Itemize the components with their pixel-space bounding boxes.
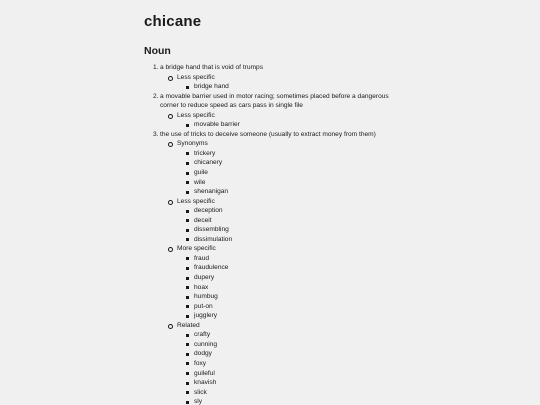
relation-group-list [160, 139, 524, 405]
relation-group-label: Less specific [177, 197, 215, 205]
related-word-list [177, 149, 524, 197]
related-word-list [177, 82, 524, 92]
relation-group [160, 73, 524, 92]
relation-group [160, 139, 524, 196]
related-word[interactable]: dissimulation [177, 235, 524, 245]
related-word[interactable]: movable barrier [177, 120, 524, 130]
related-word[interactable]: dodgy [177, 349, 524, 359]
sense-item [144, 63, 524, 92]
related-word[interactable]: shenanigan [177, 187, 524, 197]
relation-group-list [160, 111, 524, 130]
related-word[interactable]: crafty [177, 330, 524, 340]
related-word[interactable]: foxy [177, 359, 524, 369]
relation-group [160, 244, 524, 320]
relation-group-list [160, 73, 524, 92]
relation-group [160, 111, 524, 130]
related-word[interactable]: wile [177, 178, 524, 188]
related-word[interactable]: knavish [177, 378, 524, 388]
dictionary-entry [144, 10, 524, 405]
related-word[interactable]: dissembling [177, 225, 524, 235]
part-of-speech-heading: Noun [144, 45, 171, 57]
related-word[interactable]: slick [177, 388, 524, 398]
sense-gloss: a movable barrier used in motor racing; sometimes placed before a dangerous corner to reduce speed as cars pass in single file [160, 92, 389, 110]
sense-list [144, 63, 524, 405]
related-word[interactable]: deceit [177, 216, 524, 226]
related-word[interactable]: fraudulence [177, 263, 524, 273]
related-word[interactable]: bridge hand [177, 82, 524, 92]
relation-group-label: Related [177, 321, 200, 329]
related-word-list [177, 254, 524, 321]
related-word[interactable]: guile [177, 168, 524, 178]
related-word[interactable]: humbug [177, 292, 524, 302]
relation-group [160, 321, 524, 405]
related-word-list [177, 206, 524, 244]
page-title: chicane [144, 13, 202, 30]
related-word[interactable]: dupery [177, 273, 524, 283]
sense-number: 1. [153, 64, 159, 71]
related-word[interactable]: deception [177, 206, 524, 216]
related-word[interactable]: put-on [177, 302, 524, 312]
relation-group-label: More specific [177, 245, 216, 253]
related-word-list [177, 330, 524, 405]
relation-group-label: Less specific [177, 111, 215, 119]
sense-gloss: the use of tricks to deceive someone (usually to extract money from them) [160, 130, 376, 138]
related-word[interactable]: fraud [177, 254, 524, 264]
sense-number: 3. [153, 130, 159, 138]
related-word[interactable]: jugglery [177, 311, 524, 321]
sense-item [144, 130, 524, 405]
relation-group [160, 197, 524, 245]
relation-group-label: Synonyms [177, 140, 208, 148]
related-word[interactable]: hoax [177, 283, 524, 293]
related-word[interactable]: chicanery [177, 158, 524, 168]
sense-number: 2. [153, 92, 159, 100]
related-word-list [177, 120, 524, 130]
sense-gloss: a bridge hand that is void of trumps [160, 64, 263, 71]
related-word[interactable]: sly [177, 397, 524, 405]
related-word[interactable]: trickery [177, 149, 524, 159]
relation-group-label: Less specific [177, 73, 215, 81]
related-word[interactable]: guileful [177, 369, 524, 379]
related-word[interactable]: cunning [177, 340, 524, 350]
sense-item [144, 92, 524, 130]
